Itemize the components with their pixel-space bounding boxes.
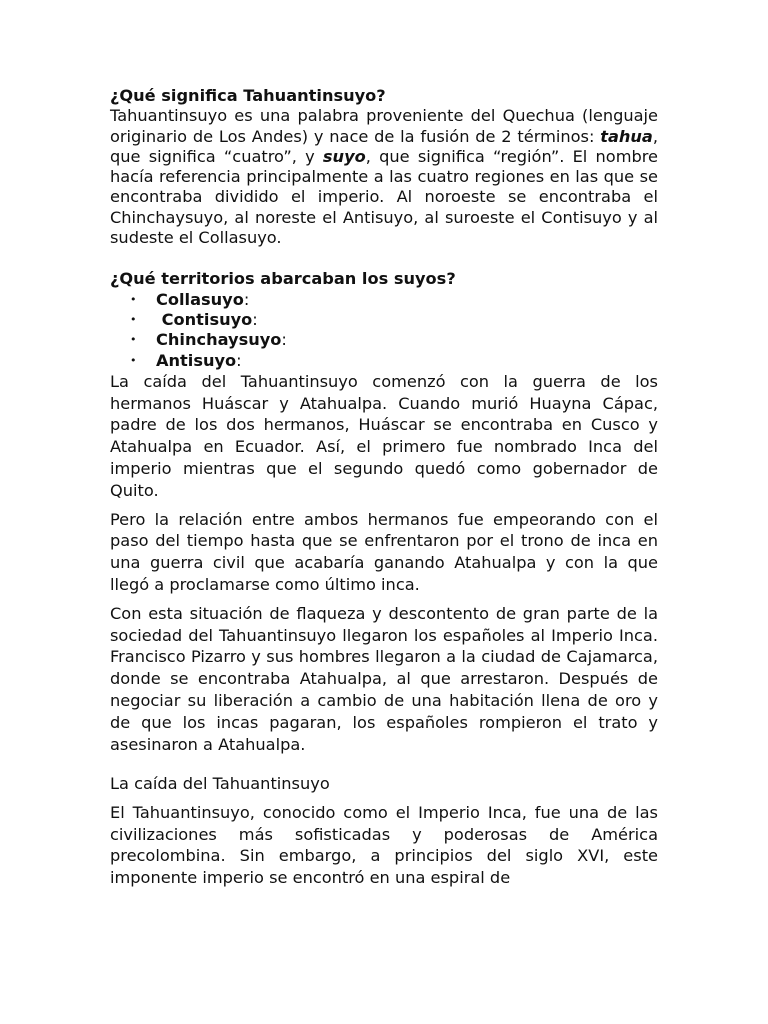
- suyo-name: Antisuyo: [156, 350, 237, 370]
- paragraph-significado-part1: Tahuantinsuyo es una palabra proveniente del Quechua (lenguaje originario de Los Andes) y nace de la fusión de 2 términos:: [110, 106, 658, 146]
- suyo-name: Collasuyo: [156, 289, 244, 309]
- subheading-caida: La caída del Tahuantinsuyo: [110, 774, 330, 794]
- suyos-list: [110, 290, 658, 371]
- suyo-suffix: :: [281, 330, 287, 350]
- list-item-chinchaysuyo: [110, 330, 658, 350]
- paragraph-significado-part3: , que significa “región”. El nombre hacía referencia principalmente a las cuatro regiones en las que se encontraba dividido el imperio. Al noroeste se encontraba el Chinchaysuyo, al noreste el Antisuyo, al suroeste el Contisuyo y al sudeste el Collasuyo.: [110, 146, 658, 248]
- heading-que-significa: ¿Qué significa Tahuantinsuyo?: [110, 86, 386, 105]
- suyo-name: Contisuyo: [156, 309, 253, 329]
- suyo-suffix: :: [236, 350, 242, 370]
- list-item-antisuyo: [110, 351, 658, 371]
- bullet-icon: •: [130, 353, 137, 367]
- paragraph-caida-guerra: La caída del Tahuantinsuyo comenzó con la guerra de los hermanos Huáscar y Atahualpa. Cuando murió Huayna Cápac, padre de los dos hermanos, Huáscar se encontraba en Cusco y Atahualpa en Ecuador. Así, el primero fue nombrado Inca del imperio mientras que el segundo quedó como gobernador de Quito.: [110, 371, 658, 500]
- bullet-icon: •: [130, 312, 137, 326]
- bullet-icon: •: [130, 333, 137, 347]
- paragraph-llegada-espanoles: Con esta situación de flaqueza y descontento de gran parte de la sociedad del Tahuantinsuyo llegaron los españoles al Imperio Inca. Francisco Pizarro y sus hombres llegaron a la ciudad de Cajamarca, donde se encontraba Atahualpa, al que arrestaron. Después de negociar su liberación a cambio de una habitación llena de oro y de que los incas pagaran, los españoles rompieron el trato y asesinaron a Atahualpa.: [110, 603, 658, 754]
- paragraph-significado: [110, 106, 658, 248]
- suyo-suffix: :: [252, 309, 258, 329]
- term-tahua: tahua: [600, 126, 653, 146]
- paragraph-imperio-inca: El Tahuantinsuyo, conocido como el Imperio Inca, fue una de las civilizaciones más sofisticadas y poderosas de América precolombina. Sin embargo, a principios del siglo XVI, este imponente imperio se encontró en una espiral de: [110, 803, 658, 887]
- paragraph-significado-part2: , que significa “cuatro”, y: [110, 126, 658, 166]
- paragraph-relacion-hermanos: Pero la relación entre ambos hermanos fue empeorando con el paso del tiempo hasta que se enfrentaron por el trono de inca en una guerra civil que acabaría ganando Atahualpa y con la que llegó a proclamarse como último inca.: [110, 509, 658, 595]
- suyo-name: Chinchaysuyo: [156, 330, 282, 350]
- suyo-suffix: :: [243, 289, 250, 309]
- list-item-contisuyo: [110, 310, 658, 330]
- list-item-collasuyo: [110, 290, 658, 310]
- bullet-icon: •: [130, 292, 137, 306]
- term-suyo: suyo: [322, 146, 366, 166]
- document-page: [110, 86, 658, 888]
- heading-territorios: ¿Qué territorios abarcaban los suyos?: [110, 269, 456, 289]
